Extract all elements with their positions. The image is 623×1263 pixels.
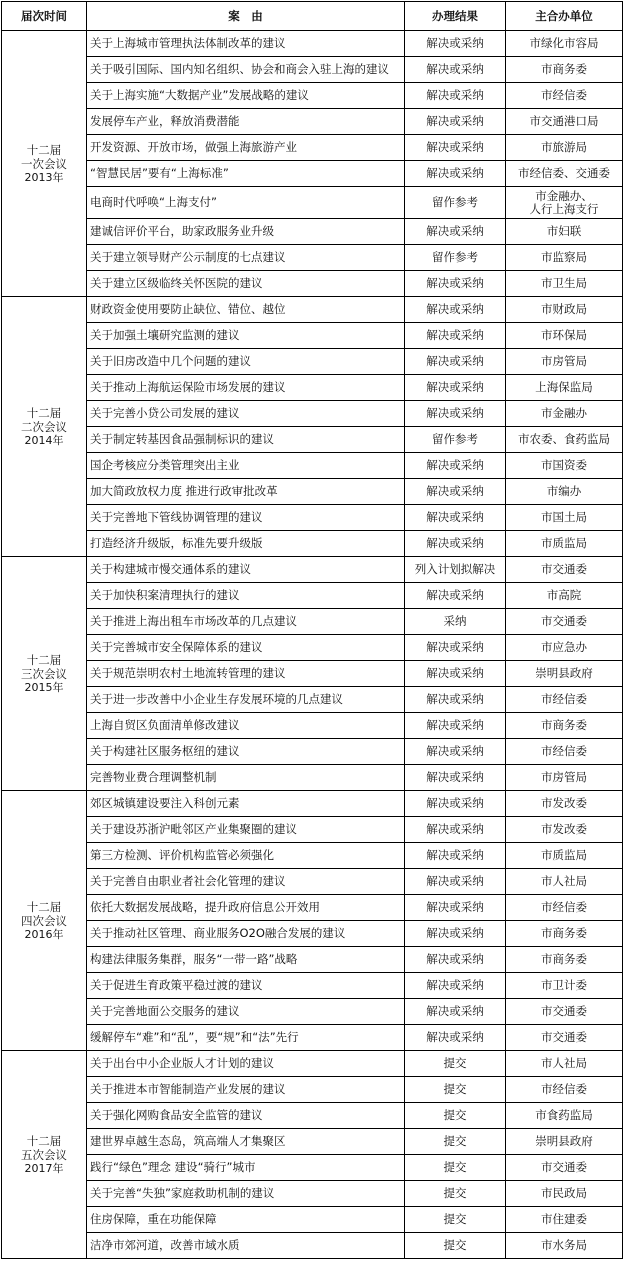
unit-cell: 市质监局 (506, 531, 623, 557)
table-row (2, 635, 623, 661)
result-cell: 解决或采纳 (405, 947, 506, 973)
table-row (2, 843, 623, 869)
case-title-cell: 财政资金使用要防止缺位、错位、越位 (87, 297, 405, 323)
case-title-cell: 发展停车产业，释放消费潜能 (87, 109, 405, 135)
unit-cell: 市商务委 (506, 947, 623, 973)
case-title-cell: 开发资源、开放市场，做强上海旅游产业 (87, 135, 405, 161)
unit-cell: 市交通港口局 (506, 109, 623, 135)
unit-cell: 市房管局 (506, 349, 623, 375)
unit-cell: 市国资委 (506, 453, 623, 479)
unit-cell: 市监察局 (506, 245, 623, 271)
session-line: 四次会议 (21, 913, 67, 928)
case-title-cell: 关于推进本市智能制造产业发展的建议 (87, 1077, 405, 1103)
unit-cell: 市交通委 (506, 557, 623, 583)
unit-cell: 市发改委 (506, 817, 623, 843)
unit-cell: 崇明县政府 (506, 1129, 623, 1155)
unit-cell: 市发改委 (506, 791, 623, 817)
session-line: 十二届 (26, 652, 62, 667)
table-row (2, 219, 623, 245)
unit-cell: 市妇联 (506, 219, 623, 245)
unit-cell: 市交通委 (506, 999, 623, 1025)
table-row (2, 583, 623, 609)
unit-cell: 市人社局 (506, 869, 623, 895)
result-cell: 提交 (405, 1103, 506, 1129)
table-row (2, 687, 623, 713)
table-row (2, 999, 623, 1025)
session-line: 2016年 (24, 927, 64, 941)
result-cell: 解决或采纳 (405, 869, 506, 895)
unit-cell: 市金融办 (506, 401, 623, 427)
result-cell: 解决或采纳 (405, 635, 506, 661)
case-title-cell: 关于进一步改善中小企业生存发展环境的几点建议 (87, 687, 405, 713)
session-line: 二次会议 (21, 419, 67, 434)
result-cell: 采纳 (405, 609, 506, 635)
header-result: 办理结果 (405, 2, 506, 31)
table-row (2, 817, 623, 843)
table-row (2, 1077, 623, 1103)
unit-cell: 市金融办、 人行上海支行 (506, 187, 623, 219)
table-row (2, 895, 623, 921)
table-row (2, 245, 623, 271)
result-cell: 解决或采纳 (405, 219, 506, 245)
table-row (2, 947, 623, 973)
table-row (2, 557, 623, 583)
unit-cell: 市经信委 (506, 687, 623, 713)
session-line: 十二届 (26, 899, 62, 914)
table-row (2, 1181, 623, 1207)
table-row (2, 427, 623, 453)
result-cell: 解决或采纳 (405, 791, 506, 817)
table-row (2, 297, 623, 323)
case-title-cell: 洁净市郊河道，改善市域水质 (87, 1233, 405, 1259)
result-cell: 解决或采纳 (405, 31, 506, 57)
result-cell: 解决或采纳 (405, 57, 506, 83)
unit-cell: 市商务委 (506, 713, 623, 739)
case-title-cell: 第三方检测、评价机构监管必须强化 (87, 843, 405, 869)
result-cell: 解决或采纳 (405, 817, 506, 843)
table-row (2, 531, 623, 557)
result-cell: 解决或采纳 (405, 531, 506, 557)
table-row (2, 921, 623, 947)
case-title-cell: 关于出台中小企业版人才计划的建议 (87, 1051, 405, 1077)
table-row (2, 1155, 623, 1181)
result-cell: 解决或采纳 (405, 83, 506, 109)
case-title-cell: 关于构建城市慢交通体系的建议 (87, 557, 405, 583)
header-case: 案 由 (87, 2, 405, 31)
table-row (2, 109, 623, 135)
result-cell: 解决或采纳 (405, 973, 506, 999)
table-row (2, 765, 623, 791)
result-cell: 解决或采纳 (405, 135, 506, 161)
unit-cell: 市住建委 (506, 1207, 623, 1233)
case-title-cell: 关于推动社区管理、商业服务O2O融合发展的建议 (87, 921, 405, 947)
result-cell: 提交 (405, 1207, 506, 1233)
case-title-cell: 关于完善地面公交服务的建议 (87, 999, 405, 1025)
header-session: 届次时间 (2, 2, 87, 31)
result-cell: 解决或采纳 (405, 843, 506, 869)
result-cell: 留作参考 (405, 187, 506, 219)
header-row (2, 2, 623, 31)
case-title-cell: 关于吸引国际、国内知名组织、协会和商会入驻上海的建议 (87, 57, 405, 83)
table-row (2, 161, 623, 187)
result-cell: 解决或采纳 (405, 323, 506, 349)
case-title-cell: “智慧民居”要有“上海标准” (87, 161, 405, 187)
result-cell: 解决或采纳 (405, 583, 506, 609)
result-cell: 解决或采纳 (405, 921, 506, 947)
case-title-cell: 完善物业费合理调整机制 (87, 765, 405, 791)
table-row (2, 453, 623, 479)
table-row (2, 869, 623, 895)
case-title-cell: 关于上海城市管理执法体制改革的建议 (87, 31, 405, 57)
session-line: 三次会议 (21, 666, 67, 681)
case-title-cell: 加大简政放权力度 推进行政审批改革 (87, 479, 405, 505)
case-title-cell: 关于完善自由职业者社会化管理的建议 (87, 869, 405, 895)
result-cell: 解决或采纳 (405, 479, 506, 505)
case-title-cell: 缓解停车“难”和“乱”，要“规”和“法”先行 (87, 1025, 405, 1051)
case-title-cell: 关于完善“失独”家庭救助机制的建议 (87, 1181, 405, 1207)
proposals-table (1, 1, 623, 1259)
session-line: 十二届 (26, 142, 62, 157)
unit-cell: 市编办 (506, 479, 623, 505)
result-cell: 解决或采纳 (405, 401, 506, 427)
unit-cell: 市商务委 (506, 921, 623, 947)
case-title-cell: 关于构建社区服务枢纽的建议 (87, 739, 405, 765)
table-row (2, 401, 623, 427)
case-title-cell: 关于推进上海出租车市场改革的几点建议 (87, 609, 405, 635)
table-row (2, 1025, 623, 1051)
unit-cell: 市经信委 (506, 895, 623, 921)
result-cell: 提交 (405, 1155, 506, 1181)
session-line: 2015年 (24, 680, 64, 694)
unit-cell: 市交通委 (506, 609, 623, 635)
unit-cell: 市卫计委 (506, 973, 623, 999)
result-cell: 提交 (405, 1077, 506, 1103)
table-row (2, 31, 623, 57)
result-cell: 解决或采纳 (405, 453, 506, 479)
result-cell: 留作参考 (405, 245, 506, 271)
result-cell: 解决或采纳 (405, 713, 506, 739)
unit-cell: 市环保局 (506, 323, 623, 349)
result-cell: 列入计划拟解决 (405, 557, 506, 583)
unit-cell: 市国土局 (506, 505, 623, 531)
table-row (2, 661, 623, 687)
session-cell (2, 297, 87, 557)
case-title-cell: 关于加快积案清理执行的建议 (87, 583, 405, 609)
table-row (2, 187, 623, 219)
case-title-cell: 关于建设苏浙沪毗邻区产业集聚圈的建议 (87, 817, 405, 843)
case-title-cell: 关于促进生育政策平稳过渡的建议 (87, 973, 405, 999)
unit-cell: 市质监局 (506, 843, 623, 869)
unit-cell: 市旅游局 (506, 135, 623, 161)
case-title-cell: 住房保障，重在功能保障 (87, 1207, 405, 1233)
table-row (2, 323, 623, 349)
header-unit: 主合办单位 (506, 2, 623, 31)
case-title-cell: 关于强化网购食品安全监管的建议 (87, 1103, 405, 1129)
table-row (2, 1051, 623, 1077)
unit-cell: 市卫生局 (506, 271, 623, 297)
unit-cell: 市经信委 (506, 1077, 623, 1103)
result-cell: 解决或采纳 (405, 349, 506, 375)
case-title-cell: 建诚信评价平台，助家政服务业升级 (87, 219, 405, 245)
session-line: 十二届 (26, 405, 62, 420)
session-cell (2, 557, 87, 791)
case-title-cell: 关于规范崇明农村土地流转管理的建议 (87, 661, 405, 687)
case-title-cell: 关于建立领导财产公示制度的七点建议 (87, 245, 405, 271)
table-row (2, 791, 623, 817)
result-cell: 解决或采纳 (405, 1025, 506, 1051)
table-row (2, 713, 623, 739)
case-title-cell: 关于推动上海航运保险市场发展的建议 (87, 375, 405, 401)
case-title-cell: 关于加强土壤研究监测的建议 (87, 323, 405, 349)
table-row (2, 1103, 623, 1129)
case-title-cell: 构建法律服务集群，服务“一带一路”战略 (87, 947, 405, 973)
case-title-cell: 关于完善城市安全保障体系的建议 (87, 635, 405, 661)
session-cell (2, 1051, 87, 1259)
result-cell: 提交 (405, 1051, 506, 1077)
result-cell: 提交 (405, 1233, 506, 1259)
unit-cell: 崇明县政府 (506, 661, 623, 687)
table-row (2, 739, 623, 765)
session-cell (2, 791, 87, 1051)
unit-cell: 市人社局 (506, 1051, 623, 1077)
unit-cell: 市水务局 (506, 1233, 623, 1259)
unit-cell: 上海保监局 (506, 375, 623, 401)
case-title-cell: 依托大数据发展战略，提升政府信息公开效用 (87, 895, 405, 921)
case-title-cell: 国企考核应分类管理突出主业 (87, 453, 405, 479)
unit-cell: 市民政局 (506, 1181, 623, 1207)
case-title-cell: 关于旧房改造中几个问题的建议 (87, 349, 405, 375)
table-row (2, 83, 623, 109)
unit-cell: 市应急办 (506, 635, 623, 661)
session-line: 五次会议 (21, 1147, 67, 1162)
table-row (2, 609, 623, 635)
case-title-cell: 建世界卓越生态岛，筑高端人才集聚区 (87, 1129, 405, 1155)
case-title-cell: 打造经济升级版，标准先要升级版 (87, 531, 405, 557)
result-cell: 解决或采纳 (405, 375, 506, 401)
session-line: 2013年 (24, 170, 64, 184)
session-line: 十二届 (26, 1133, 62, 1148)
table-row (2, 1207, 623, 1233)
unit-cell: 市绿化市容局 (506, 31, 623, 57)
table-row (2, 973, 623, 999)
result-cell: 解决或采纳 (405, 661, 506, 687)
unit-cell: 市食药监局 (506, 1103, 623, 1129)
case-title-cell: 关于建立区级临终关怀医院的建议 (87, 271, 405, 297)
unit-cell: 市商务委 (506, 57, 623, 83)
unit-cell: 市经信委 (506, 83, 623, 109)
session-line: 一次会议 (21, 156, 67, 171)
case-title-cell: 上海自贸区负面清单修改建议 (87, 713, 405, 739)
unit-cell: 市农委、食药监局 (506, 427, 623, 453)
result-cell: 解决或采纳 (405, 999, 506, 1025)
session-line: 2017年 (24, 1161, 64, 1175)
result-cell: 提交 (405, 1129, 506, 1155)
table-row (2, 271, 623, 297)
result-cell: 解决或采纳 (405, 161, 506, 187)
result-cell: 提交 (405, 1181, 506, 1207)
table-row (2, 1233, 623, 1259)
result-cell: 解决或采纳 (405, 739, 506, 765)
case-title-cell: 郊区城镇建设要注入科创元素 (87, 791, 405, 817)
unit-cell: 市财政局 (506, 297, 623, 323)
result-cell: 解决或采纳 (405, 109, 506, 135)
result-cell: 留作参考 (405, 427, 506, 453)
case-title-cell: 关于完善地下管线协调管理的建议 (87, 505, 405, 531)
table-row (2, 135, 623, 161)
table-row (2, 479, 623, 505)
case-title-cell: 关于完善小贷公司发展的建议 (87, 401, 405, 427)
unit-cell: 市经信委 (506, 739, 623, 765)
result-cell: 解决或采纳 (405, 297, 506, 323)
unit-cell: 市交通委 (506, 1025, 623, 1051)
result-cell: 解决或采纳 (405, 271, 506, 297)
table-row (2, 57, 623, 83)
result-cell: 解决或采纳 (405, 505, 506, 531)
table-row (2, 505, 623, 531)
session-cell (2, 31, 87, 297)
case-title-cell: 践行“绿色”理念 建设“骑行”城市 (87, 1155, 405, 1181)
session-line: 2014年 (24, 433, 64, 447)
case-title-cell: 电商时代呼唤“上海支付” (87, 187, 405, 219)
unit-cell: 市交通委 (506, 1155, 623, 1181)
unit-cell: 市房管局 (506, 765, 623, 791)
result-cell: 解决或采纳 (405, 765, 506, 791)
case-title-cell: 关于制定转基因食品强制标识的建议 (87, 427, 405, 453)
result-cell: 解决或采纳 (405, 895, 506, 921)
table-row (2, 1129, 623, 1155)
table-row (2, 349, 623, 375)
table-body (2, 31, 623, 1259)
table-row (2, 375, 623, 401)
result-cell: 解决或采纳 (405, 687, 506, 713)
case-title-cell: 关于上海实施“大数据产业”发展战略的建议 (87, 83, 405, 109)
unit-cell: 市高院 (506, 583, 623, 609)
unit-cell: 市经信委、交通委 (506, 161, 623, 187)
